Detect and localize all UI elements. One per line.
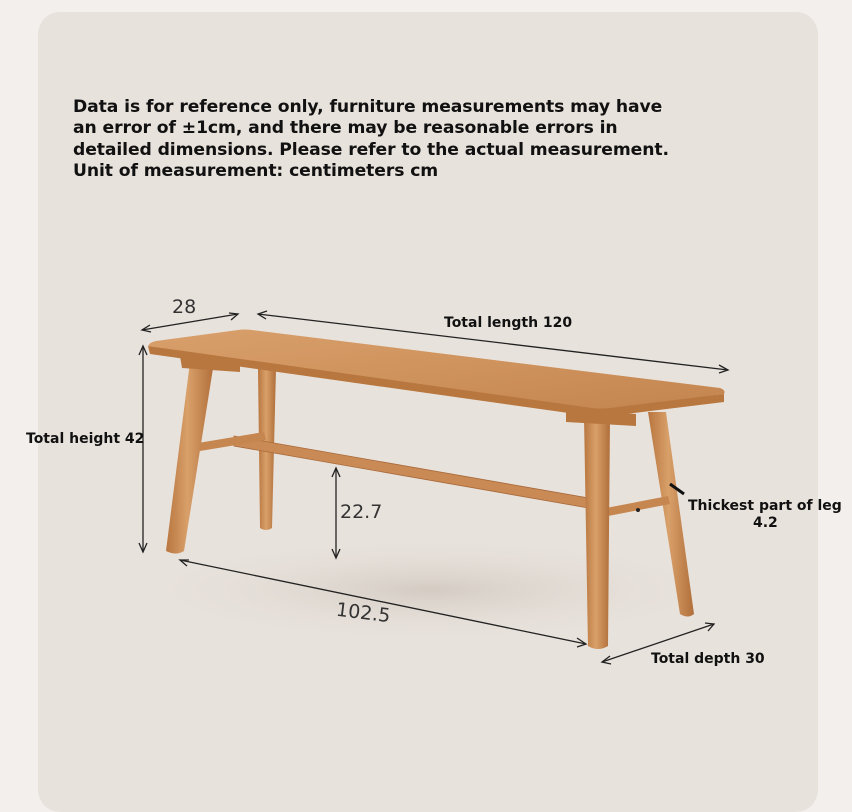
note-line: Unit of measurement: centimeters cm bbox=[73, 161, 439, 182]
stretcher-height-label: 22.7 bbox=[340, 501, 383, 523]
stretcher-long bbox=[234, 436, 600, 510]
leg-thickness-dot bbox=[636, 508, 640, 512]
front-left-leg bbox=[166, 362, 214, 554]
front-right-leg bbox=[584, 416, 610, 649]
leg-thickness-value: 4.2 bbox=[753, 515, 778, 531]
floor-shadow bbox=[120, 535, 740, 645]
stretcher-right bbox=[606, 496, 670, 516]
leg-thickness-label: Thickest part of leg bbox=[688, 498, 842, 514]
total-length-label: Total length 120 bbox=[444, 315, 573, 331]
note-line: detailed dimensions. Please refer to the actual measurement. bbox=[73, 139, 669, 160]
leg-span-label: 102.5 bbox=[334, 598, 392, 628]
note-line: an error of ±1cm, and there may be reasonable errors in bbox=[73, 118, 618, 139]
total-depth-label: Total depth 30 bbox=[651, 651, 765, 667]
note-line: Data is for reference only, furniture measurements may have bbox=[73, 97, 663, 117]
top-depth-label: 28 bbox=[172, 296, 197, 318]
total-height-label: Total height 42 bbox=[26, 431, 145, 447]
